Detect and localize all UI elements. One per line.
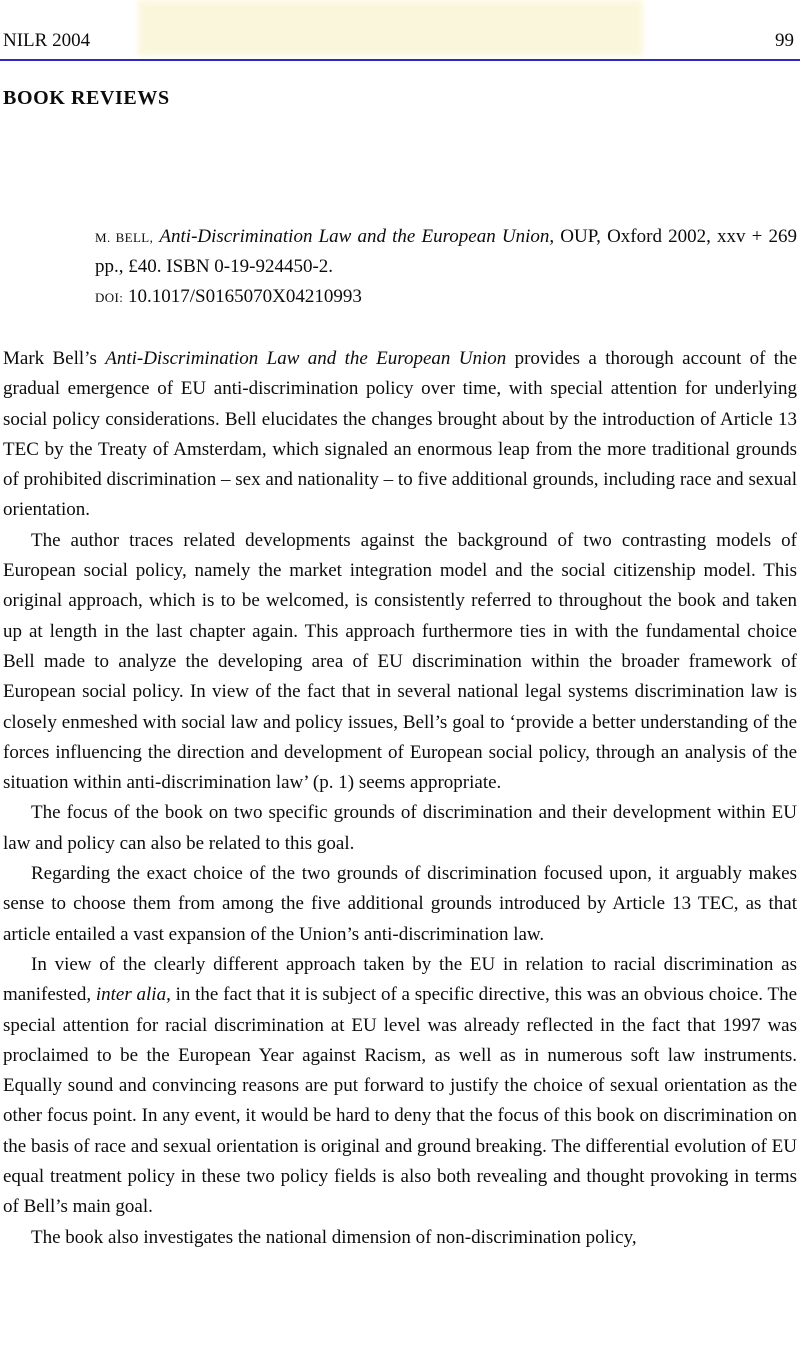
paragraph [3, 1223, 797, 1253]
text-run: In view of the clearly different approach taken by the EU in relation to racial discrimination as manifested, [3, 953, 797, 1006]
page-number: 99 [775, 30, 794, 51]
paragraph [3, 859, 797, 950]
text-run: Regarding the exact choice of the two grounds of discrimination focused upon, it arguably makes sense to choose them from among the five additional grounds introduced by Article 13 TEC, as that article entailed a vast expansion of the Union’s anti-discrimination law. [3, 863, 797, 945]
small-caps-text: M. Bell, [95, 226, 154, 247]
body-paragraphs [3, 344, 797, 1371]
section-title: BOOK REVIEWS [3, 87, 170, 109]
text-run: Mark Bell’s [3, 348, 106, 369]
page-header [3, 30, 794, 52]
citation-block [95, 222, 797, 312]
paragraph [3, 798, 797, 859]
italic-text: Anti-Discrimination Law and the European Union [159, 226, 550, 247]
text-run: , OUP, Oxford 2002, xxv + 269 pp., £40. ISBN 0-19-924450-2. [95, 226, 798, 277]
text-run: 10.1017/S0165070X04210993 [123, 286, 362, 307]
citation-text [95, 222, 797, 282]
text-run: provides a thorough account of the gradual emergence of EU anti-discrimination policy over time, with special attention for underlying social policy considerations. Bell elucidates the changes brought about by the introduction of Article 13 TEC by the Treaty of Amsterdam, which signaled an enormous leap from the more traditional grounds of prohibited discrimination – sex and nationality – to five additional grounds, including race and sexual orientation. [3, 348, 797, 521]
italic-text: inter alia [95, 984, 167, 1006]
paragraph [3, 526, 797, 799]
paragraph [3, 950, 797, 1223]
italic-text: Anti-Discrimination Law and the European Union [105, 348, 507, 369]
text-run: , in the fact that it is subject of a specific directive, this was an obvious choice. The special attention for racial discrimination at EU level was already reflected in the fact that 1997 was proclaimed to be the European Year against Racism, as well as in numerous soft law instruments. Equally sound and convincing reasons are put forward to justify the choice of sexual orientation as the other focus point. In any event, it would be hard to deny that the focus of this book on discrimination on the basis of race and sexual orientation is original and ground breaking. The differential evolution of EU equal treatment policy in these two policy fields is also both revealing and thought provoking in terms of Bell’s main goal. [3, 984, 797, 1218]
text-run: The book also investigates the national dimension of non-discrimination policy, [31, 1226, 637, 1248]
citation-doi [95, 282, 797, 312]
text-run: The focus of the book on two specific grounds of discrimination and their development within EU law and policy can also be related to this goal. [3, 802, 797, 854]
small-caps-text: DOI: [95, 286, 124, 307]
paragraph [3, 344, 797, 526]
header-rule [0, 59, 800, 61]
text-run: The author traces related developments against the background of two contrasting models of European social policy, namely the market integration model and the social citizenship model. This original approach, which is to be welcomed, is consistently referred to throughout the book and taken up at length in the last chapter again. This approach furthermore ties in with the fundamental choice Bell made to analyze the developing area of EU discrimination within the broader framework of European social policy. In view of the fact that in several national legal systems discrimination law is closely enmeshed with social law and policy issues, Bell’s goal to ‘provide a better understanding of the forces influencing the direction and development of European social policy, through an analysis of the situation within anti-discrimination law’ (p. 1) seems appropriate. [3, 529, 797, 794]
journal-title: NILR 2004 [3, 30, 91, 51]
